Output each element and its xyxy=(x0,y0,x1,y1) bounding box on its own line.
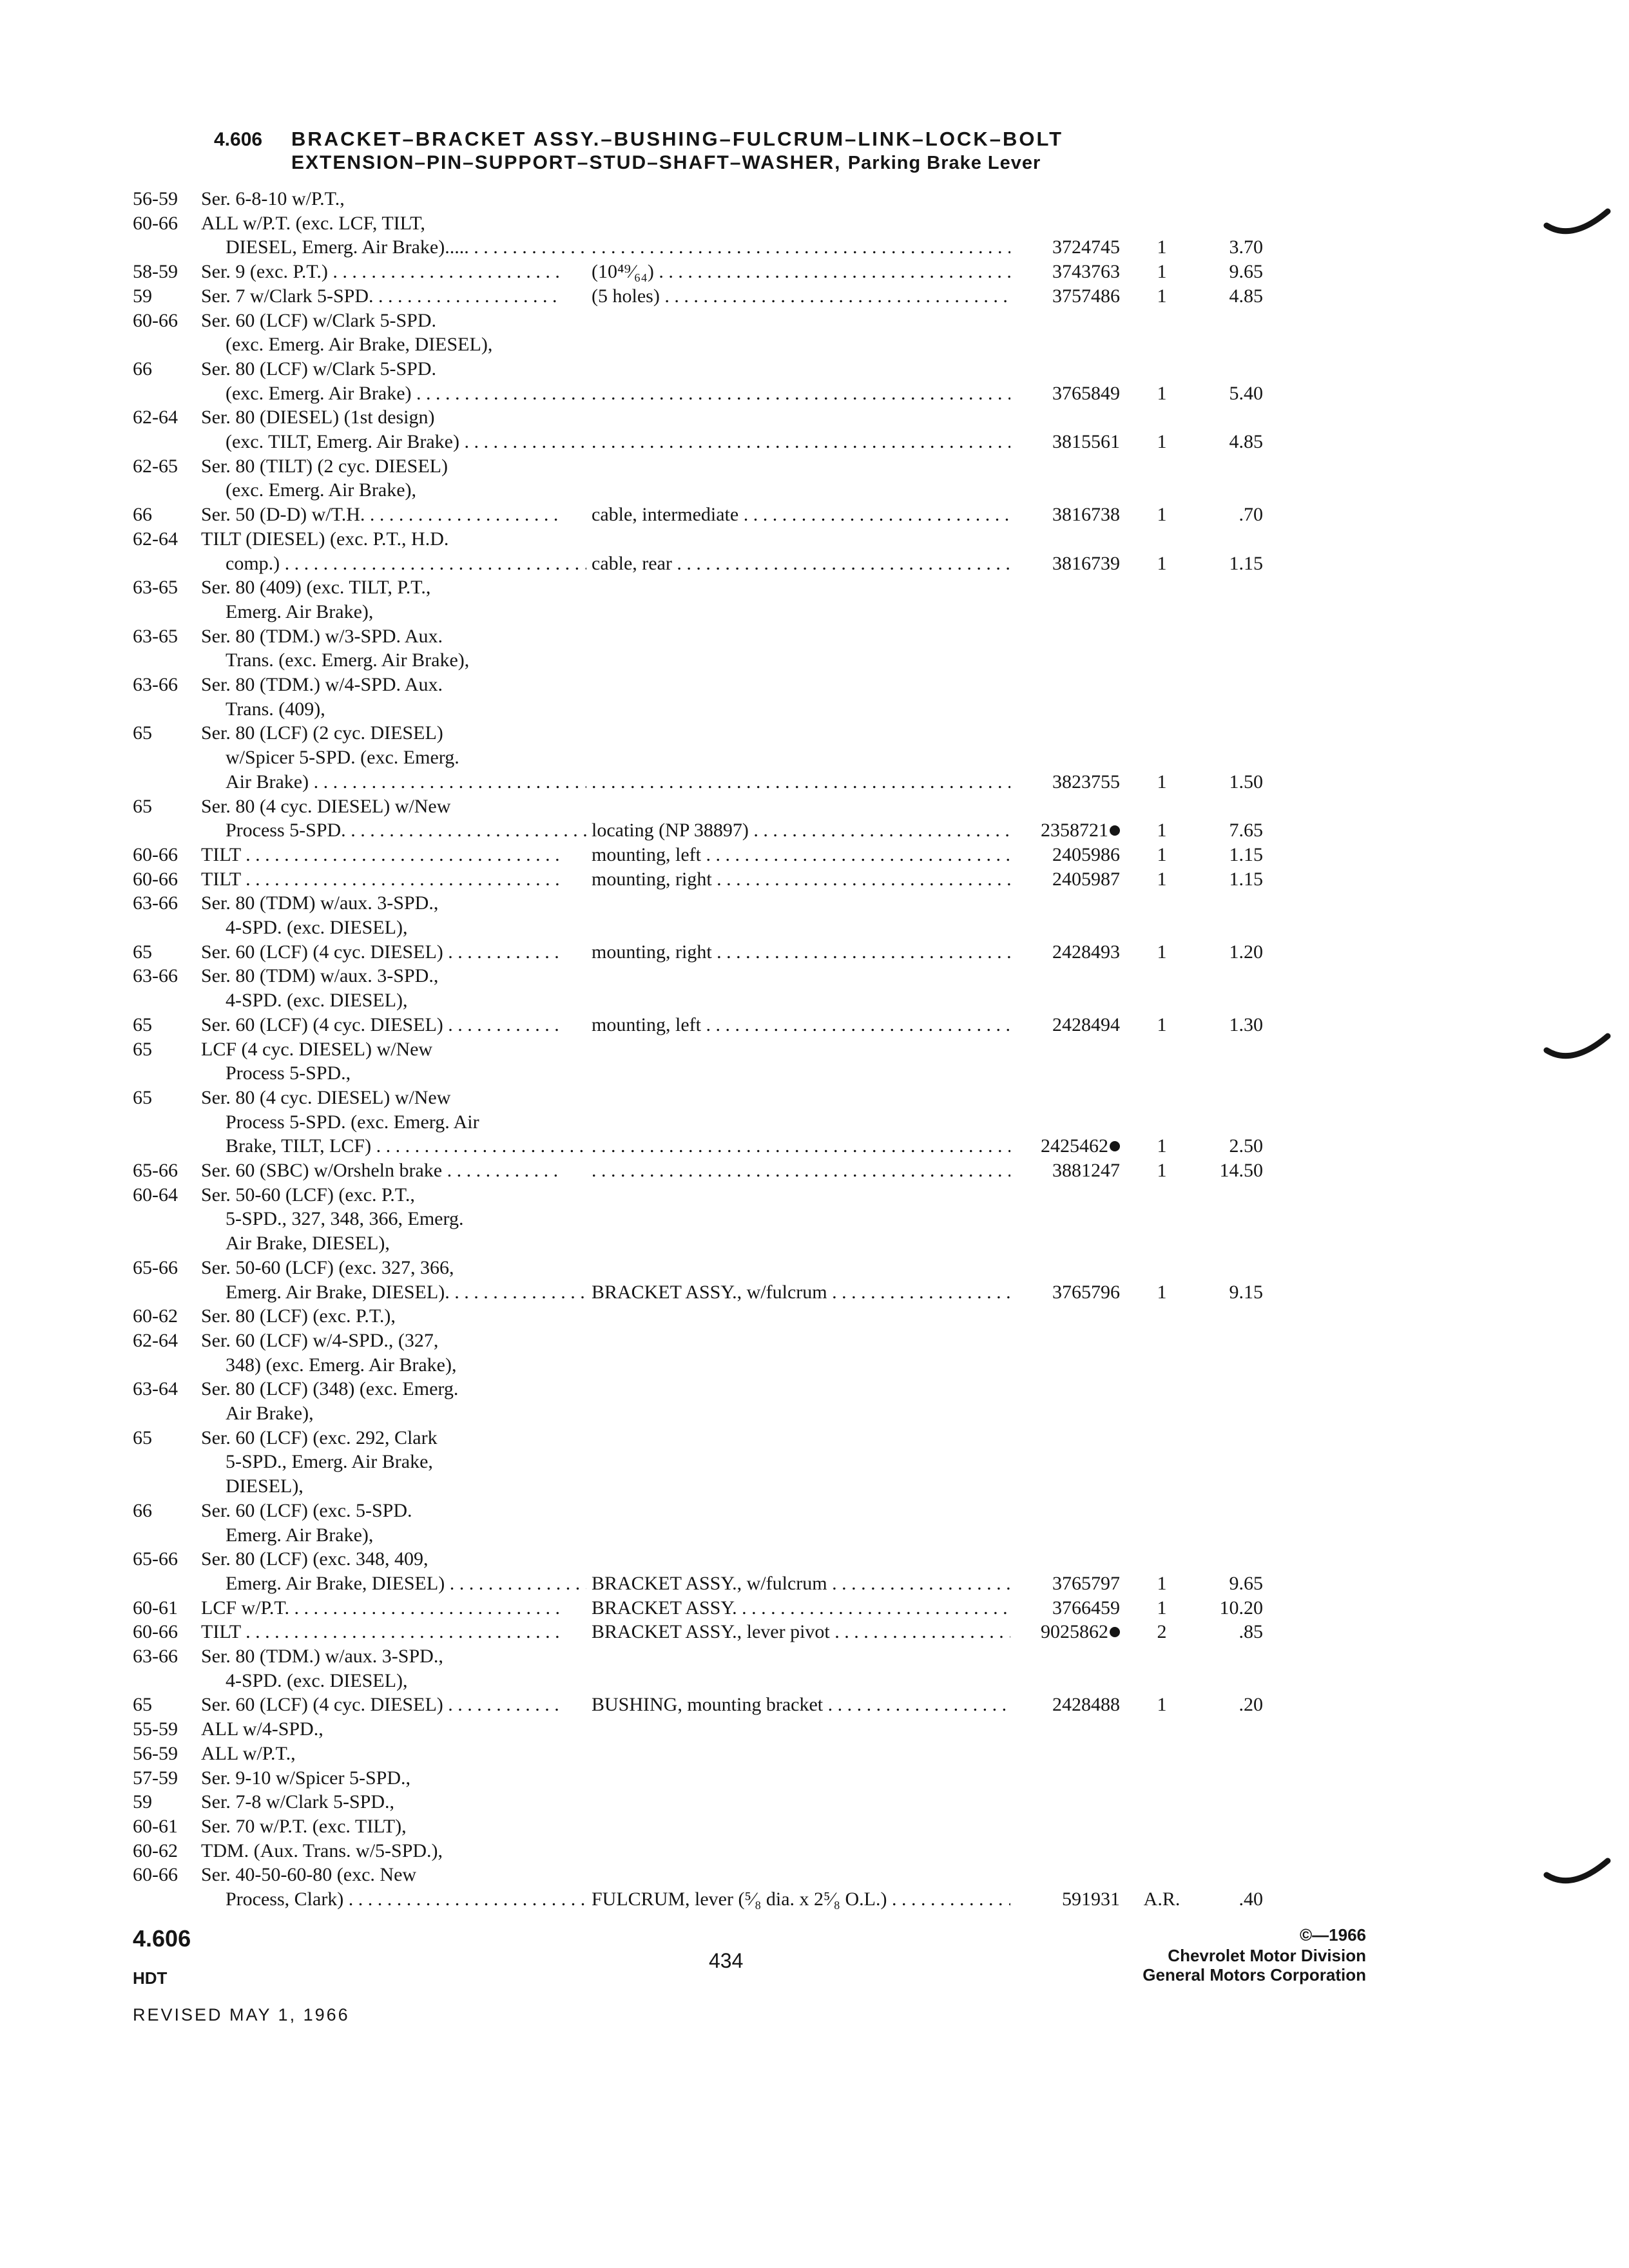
application-description: ALL w/P.T., xyxy=(201,1742,296,1764)
model-years: 57-59 xyxy=(133,1767,178,1789)
quantity: 1 xyxy=(1157,382,1167,404)
list-price: 4.85 xyxy=(1229,431,1263,452)
model-years: 66 xyxy=(133,1499,152,1521)
application-description: LCF w/P.T. . . . xyxy=(201,1596,562,1620)
part-number xyxy=(1031,503,1120,527)
part-number-value: 3743763 xyxy=(1052,261,1120,283)
application-description: Emerg. Air Brake, DIESEL) . . . . . . . . xyxy=(226,1571,586,1596)
application-description: 5-SPD., 327, 348, 366, Emerg. xyxy=(226,1208,464,1230)
application-description: Ser. 40-50-60-80 (exc. New xyxy=(201,1864,417,1886)
model-years: 63-66 xyxy=(133,674,178,695)
list-price: 4.85 xyxy=(1229,285,1263,307)
application-description: Air Brake), xyxy=(226,1403,314,1424)
part-name xyxy=(592,1158,1010,1183)
page-number: 434 xyxy=(709,1949,744,1972)
model-years: 60-66 xyxy=(133,309,178,331)
part-name: mounting, right . . . xyxy=(592,867,1010,892)
application-description: DIESEL), xyxy=(226,1475,304,1497)
model-years: 65 xyxy=(133,1038,152,1060)
model-years: 60-64 xyxy=(133,1184,178,1206)
model-years: 65-66 xyxy=(133,1160,178,1181)
part-number xyxy=(1031,1620,1120,1644)
application-description: Emerg. Air Brake), xyxy=(226,1524,374,1546)
part-number-value: 2428493 xyxy=(1052,941,1120,963)
model-years: 65 xyxy=(133,1086,152,1108)
application-description: ALL w/4-SPD., xyxy=(201,1718,323,1740)
part-number xyxy=(1031,1596,1120,1620)
list-price: .70 xyxy=(1239,504,1263,526)
list-price: 9.65 xyxy=(1229,1572,1263,1594)
part-name xyxy=(592,770,1010,794)
list-price: 2.50 xyxy=(1229,1135,1263,1157)
quantity: 1 xyxy=(1157,843,1167,865)
application-description: Ser. 80 (4 cyc. DIESEL) w/New xyxy=(201,795,451,817)
part-name: mounting, left . . . xyxy=(592,843,1010,867)
part-number-value: 3823755 xyxy=(1052,771,1120,793)
part-name: BRACKET ASSY., w/fulcrum . . . xyxy=(592,1280,1010,1305)
model-years: 60-61 xyxy=(133,1815,178,1837)
model-years: 59 xyxy=(133,1791,152,1813)
application-description: DIESEL, Emerg. Air Brake)..... . . . xyxy=(226,235,586,260)
quantity: 1 xyxy=(1157,868,1167,890)
model-years: 60-66 xyxy=(133,212,178,234)
part-number-value: 2405986 xyxy=(1052,843,1120,865)
model-years: 62-65 xyxy=(133,455,178,477)
part-number xyxy=(1031,1571,1120,1596)
model-years: 65 xyxy=(133,1694,152,1716)
part-number-value: 9025862 xyxy=(1041,1621,1108,1643)
quantity: 1 xyxy=(1157,504,1167,526)
model-years: 62-64 xyxy=(133,1329,178,1351)
list-price: 9.15 xyxy=(1229,1281,1263,1303)
application-description: Ser. 50 (D-D) w/T.H. . . . xyxy=(201,503,562,527)
quantity: 1 xyxy=(1157,1572,1167,1594)
model-years: 65 xyxy=(133,1427,152,1448)
copyright: ©—1966 xyxy=(1300,1925,1366,1945)
part-number-value: 3765849 xyxy=(1052,382,1120,404)
section-number: 4.606 xyxy=(214,129,263,150)
part-name: cable, rear . . . xyxy=(592,552,1010,576)
part-number xyxy=(1031,552,1120,576)
part-number-value: 3757486 xyxy=(1052,285,1120,307)
part-number-value: 3765797 xyxy=(1052,1572,1120,1594)
list-price: 1.15 xyxy=(1229,868,1263,890)
application-description: TILT (DIESEL) (exc. P.T., H.D. xyxy=(201,528,449,550)
part-name: (10⁴⁹⁄₆₄) . . . xyxy=(592,260,1010,284)
quantity: 1 xyxy=(1157,431,1167,452)
footer-code: HDT xyxy=(133,1968,168,1988)
part-name: BRACKET ASSY. . . . xyxy=(592,1596,1010,1620)
application-description: Ser. 80 (TDM.) w/4-SPD. Aux. xyxy=(201,674,443,695)
application-description: Ser. 80 (LCF) (exc. 348, 409, xyxy=(201,1548,429,1570)
model-years: 60-62 xyxy=(133,1305,178,1327)
model-years: 65 xyxy=(133,1014,152,1035)
part-number-value: 3816738 xyxy=(1052,504,1120,526)
application-description: Air Brake, DIESEL), xyxy=(226,1233,390,1254)
list-price: .85 xyxy=(1239,1621,1263,1643)
list-price: .20 xyxy=(1239,1694,1263,1716)
application-description: Ser. 60 (LCF) (4 cyc. DIESEL) . . . . . . . xyxy=(201,1693,562,1717)
quantity: 1 xyxy=(1157,941,1167,963)
application-description: Ser. 80 (LCF) w/Clark 5-SPD. xyxy=(201,358,437,380)
part-name: BRACKET ASSY., w/fulcrum . . . xyxy=(592,1571,1010,1596)
application-description: Process 5-SPD., xyxy=(226,1062,351,1084)
part-number xyxy=(1031,1158,1120,1183)
model-years: 60-66 xyxy=(133,868,178,890)
part-number xyxy=(1031,770,1120,794)
model-years: 62-64 xyxy=(133,528,178,550)
application-description: Ser. 6-8-10 w/P.T., xyxy=(201,188,345,209)
model-years: 63-66 xyxy=(133,1646,178,1667)
part-number xyxy=(1031,867,1120,892)
part-number-value: 2428494 xyxy=(1052,1014,1120,1035)
application-description: ALL w/P.T. (exc. LCF, TILT, xyxy=(201,212,425,234)
application-description: Ser. 80 (4 cyc. DIESEL) w/New xyxy=(201,1086,451,1108)
binder-punch-mark xyxy=(1543,1031,1614,1070)
application-description: Ser. 50-60 (LCF) (exc. P.T., xyxy=(201,1184,415,1206)
section-title-subject: Parking Brake Lever xyxy=(847,153,1041,173)
application-description: Ser. 9-10 w/Spicer 5-SPD., xyxy=(201,1767,410,1789)
application-description: Ser. 60 (LCF) (4 cyc. DIESEL) . . . . . . . xyxy=(201,940,562,965)
application-description: Ser. 60 (LCF) (exc. 292, Clark xyxy=(201,1427,438,1448)
model-years: 56-59 xyxy=(133,188,178,209)
application-description: Ser. 80 (DIESEL) (1st design) xyxy=(201,407,435,428)
quantity: 1 xyxy=(1157,1281,1167,1303)
model-years: 63-66 xyxy=(133,965,178,987)
application-description: 4-SPD. (exc. DIESEL), xyxy=(226,917,408,938)
model-years: 60-66 xyxy=(133,843,178,865)
model-years: 63-64 xyxy=(133,1378,178,1400)
part-number xyxy=(1031,1693,1120,1717)
application-description: Ser. 50-60 (LCF) (exc. 327, 366, xyxy=(201,1256,454,1278)
quantity: 1 xyxy=(1157,1160,1167,1181)
application-description: Ser. 7-8 w/Clark 5-SPD., xyxy=(201,1791,394,1813)
application-description: Ser. 60 (SBC) w/Orsheln brake . . . . . . . xyxy=(201,1158,562,1183)
quantity: 1 xyxy=(1157,1597,1167,1619)
application-description: (exc. TILT, Emerg. Air Brake) . . . . . xyxy=(226,430,586,454)
model-years: 63-65 xyxy=(133,577,178,599)
quantity: 1 xyxy=(1157,820,1167,841)
application-description: Ser. 70 w/P.T. (exc. TILT), xyxy=(201,1815,407,1837)
part-name: cable, intermediate . . . xyxy=(592,503,1010,527)
publisher-corporation: General Motors Corporation xyxy=(1142,1965,1366,1984)
application-description: Ser. 60 (LCF) (exc. 5-SPD. xyxy=(201,1499,412,1521)
part-name xyxy=(592,381,1010,406)
part-name: FULCRUM, lever (⁵⁄₈ dia. x 2⁵⁄₈ O.L.) . . . . . . . xyxy=(592,1887,1010,1912)
list-price: 10.20 xyxy=(1219,1597,1263,1619)
application-description: Trans. (exc. Emerg. Air Brake), xyxy=(226,649,470,671)
application-description: Ser. 80 (TDM.) w/aux. 3-SPD., xyxy=(201,1646,443,1667)
binder-punch-mark xyxy=(1543,1856,1614,1894)
model-years: 65 xyxy=(133,722,152,744)
part-name xyxy=(592,235,1010,260)
application-description: Emerg. Air Brake), xyxy=(226,601,374,622)
quantity: 1 xyxy=(1157,771,1167,793)
application-description: Ser. 60 (LCF) w/Clark 5-SPD. xyxy=(201,309,437,331)
quantity: 2 xyxy=(1157,1621,1167,1643)
application-description: Process 5-SPD. (exc. Emerg. Air xyxy=(226,1111,479,1133)
application-description: Ser. 60 (LCF) w/4-SPD., (327, xyxy=(201,1329,439,1351)
model-years: 56-59 xyxy=(133,1742,178,1764)
application-description: Ser. 80 (TDM) w/aux. 3-SPD., xyxy=(201,892,439,914)
quantity: A.R. xyxy=(1143,1888,1181,1910)
part-number xyxy=(1031,284,1120,309)
part-number xyxy=(1031,235,1120,260)
part-number xyxy=(1031,843,1120,867)
application-description: Ser. 80 (LCF) (2 cyc. DIESEL) xyxy=(201,722,443,744)
application-description: 4-SPD. (exc. DIESEL), xyxy=(226,990,408,1012)
model-years: 65-66 xyxy=(133,1256,178,1278)
application-description: w/Spicer 5-SPD. (exc. Emerg. xyxy=(226,747,459,769)
list-price: 3.70 xyxy=(1229,236,1263,258)
list-price: 1.15 xyxy=(1229,843,1263,865)
model-years: 55-59 xyxy=(133,1718,178,1740)
list-price: .40 xyxy=(1239,1888,1263,1910)
application-description: Ser. 60 (LCF) (4 cyc. DIESEL) . . . . . . . xyxy=(201,1013,562,1037)
application-description: Ser. 80 (TILT) (2 cyc. DIESEL) xyxy=(201,455,448,477)
new-part-bullet-icon xyxy=(1110,825,1120,836)
application-description: comp.) . . . xyxy=(226,552,586,576)
model-years: 60-66 xyxy=(133,1621,178,1643)
part-number xyxy=(1031,1134,1120,1158)
list-price: 1.15 xyxy=(1229,552,1263,574)
part-number xyxy=(1031,818,1120,843)
quantity: 1 xyxy=(1157,1694,1167,1716)
list-price: 1.50 xyxy=(1229,771,1263,793)
part-number xyxy=(1031,940,1120,965)
model-years: 60-62 xyxy=(133,1840,178,1861)
application-description: Ser. 80 (TDM) w/aux. 3-SPD., xyxy=(201,965,439,987)
part-number xyxy=(1031,1013,1120,1037)
quantity: 1 xyxy=(1157,236,1167,258)
model-years: 63-66 xyxy=(133,892,178,914)
application-description: Ser. 9 (exc. P.T.) . . . xyxy=(201,260,562,284)
footer-section-number: 4.606 xyxy=(133,1925,191,1952)
application-description: (exc. Emerg. Air Brake), xyxy=(226,479,417,501)
application-description: Air Brake) . . . xyxy=(226,770,586,794)
application-description: LCF (4 cyc. DIESEL) w/New xyxy=(201,1038,433,1060)
part-number-value: 3724745 xyxy=(1052,236,1120,258)
application-description: 348) (exc. Emerg. Air Brake), xyxy=(226,1354,457,1376)
model-years: 60-61 xyxy=(133,1597,178,1619)
part-number xyxy=(1031,430,1120,454)
model-years: 62-64 xyxy=(133,407,178,428)
part-number xyxy=(1031,260,1120,284)
list-price: 9.65 xyxy=(1229,261,1263,283)
part-name xyxy=(592,430,1010,454)
part-number-value: 3816739 xyxy=(1052,552,1120,574)
application-description: Process 5-SPD. . . . xyxy=(226,818,586,843)
model-years: 58-59 xyxy=(133,261,178,283)
list-price: 14.50 xyxy=(1219,1160,1263,1181)
part-name: BUSHING, mounting bracket . . . xyxy=(592,1693,1010,1717)
application-description: 5-SPD., Emerg. Air Brake, xyxy=(226,1451,433,1473)
part-name xyxy=(592,1134,1010,1158)
part-name: locating (NP 38897) . . . xyxy=(592,818,1010,843)
section-title-parts: EXTENSION–PIN–SUPPORT–STUD–SHAFT–WASHER, xyxy=(291,152,842,173)
part-number-value: 2425462 xyxy=(1041,1135,1108,1157)
part-number-value: 3766459 xyxy=(1052,1597,1120,1619)
list-price: 7.65 xyxy=(1229,820,1263,841)
application-description: TILT . . . xyxy=(201,843,562,867)
model-years: 60-66 xyxy=(133,1864,178,1886)
part-number-value: 2358721 xyxy=(1041,820,1108,841)
part-number-value: 2428488 xyxy=(1052,1694,1120,1716)
part-number-value: 3881247 xyxy=(1052,1160,1120,1181)
application-description: Ser. 80 (TDM.) w/3-SPD. Aux. xyxy=(201,625,443,647)
part-number-value: 2405987 xyxy=(1052,868,1120,890)
section-title-line-1: BRACKET–BRACKET ASSY.–BUSHING–FULCRUM–LINK–LOCK–BOLT xyxy=(291,128,1064,150)
part-number-value: 3765796 xyxy=(1052,1281,1120,1303)
application-description: TILT . . . xyxy=(201,1620,562,1644)
part-name: mounting, left . . . xyxy=(592,1013,1010,1037)
part-name: mounting, right . . . xyxy=(592,940,1010,965)
quantity: 1 xyxy=(1157,552,1167,574)
application-description: Trans. (409), xyxy=(226,698,325,720)
part-name: BRACKET ASSY., lever pivot . . . xyxy=(592,1620,1010,1644)
application-description: Brake, TILT, LCF) . . . xyxy=(226,1134,586,1158)
model-years: 63-65 xyxy=(133,625,178,647)
part-number xyxy=(1031,381,1120,406)
part-number-value: 591931 xyxy=(1062,1888,1120,1910)
new-part-bullet-icon xyxy=(1110,1627,1120,1637)
application-description: Ser. 80 (LCF) (exc. P.T.), xyxy=(201,1305,396,1327)
quantity: 1 xyxy=(1157,1014,1167,1035)
model-years: 66 xyxy=(133,504,152,526)
application-description: TILT . . . xyxy=(201,867,562,892)
application-description: Emerg. Air Brake, DIESEL). . . . . . . . xyxy=(226,1280,586,1305)
quantity: 1 xyxy=(1157,285,1167,307)
part-name: (5 holes) . . . xyxy=(592,284,1010,309)
new-part-bullet-icon xyxy=(1110,1141,1120,1151)
list-price: 1.30 xyxy=(1229,1014,1263,1035)
binder-punch-mark xyxy=(1543,206,1614,245)
application-description: (exc. Emerg. Air Brake) . . . xyxy=(226,381,586,406)
application-description: Ser. 80 (409) (exc. TILT, P.T., xyxy=(201,577,431,599)
model-years: 65 xyxy=(133,795,152,817)
application-description: (exc. Emerg. Air Brake, DIESEL), xyxy=(226,334,493,356)
list-price: 5.40 xyxy=(1229,382,1263,404)
model-years: 66 xyxy=(133,358,152,380)
quantity: 1 xyxy=(1157,1135,1167,1157)
model-years: 59 xyxy=(133,285,152,307)
application-description: Ser. 80 (LCF) (348) (exc. Emerg. xyxy=(201,1378,459,1400)
application-description: Process, Clark) . . . xyxy=(226,1887,586,1912)
publisher-division: Chevrolet Motor Division xyxy=(1168,1946,1366,1965)
part-number xyxy=(1031,1280,1120,1305)
list-price: 1.20 xyxy=(1229,941,1263,963)
application-description: 4-SPD. (exc. DIESEL), xyxy=(226,1669,408,1691)
part-number xyxy=(1031,1887,1120,1912)
application-description: Ser. 7 w/Clark 5-SPD. . . . xyxy=(201,284,562,309)
part-number-value: 3815561 xyxy=(1052,431,1120,452)
model-years: 65-66 xyxy=(133,1548,178,1570)
model-years: 65 xyxy=(133,941,152,963)
quantity: 1 xyxy=(1157,261,1167,283)
revision-date: REVISED MAY 1, 1966 xyxy=(133,2005,350,2024)
application-description: TDM. (Aux. Trans. w/5-SPD.), xyxy=(201,1840,443,1861)
